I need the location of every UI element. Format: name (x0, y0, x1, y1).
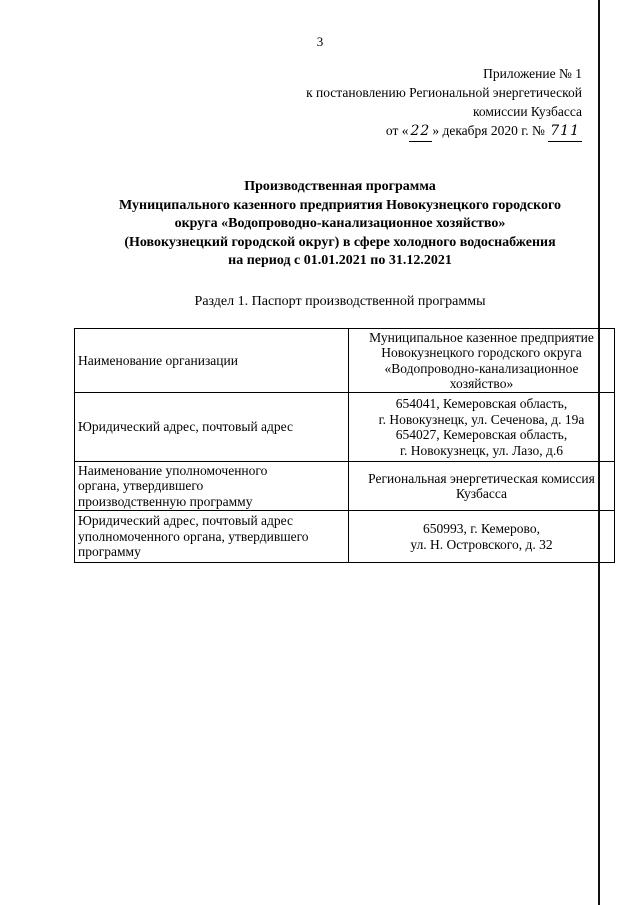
cell-text: Новокузнецкого городского округа (381, 345, 582, 360)
appendix-date-line (252, 121, 582, 142)
resolution-number-handwritten: 711 (548, 122, 582, 142)
row-label-cell (75, 511, 349, 563)
row-value-cell (349, 393, 615, 462)
row-label-cell (75, 462, 349, 511)
row-value-cell (349, 329, 615, 393)
cell-text: Кузбасса (455, 486, 508, 501)
cell-text: 650993, г. Кемерово, (423, 521, 540, 536)
appendix-resolution-line: к постановлению Региональной энергетической (306, 85, 582, 100)
cell-text: производственную программу (78, 493, 253, 509)
appendix-number: Приложение № 1 (483, 66, 582, 81)
cell-text: г. Новокузнецк, ул. Сеченова, д. 19а (378, 411, 585, 427)
cell-text: Наименование уполномоченного (78, 462, 268, 478)
appendix-commission-line: комиссии Кузбасса (472, 104, 582, 119)
cell-text: Наименование организации (78, 352, 238, 368)
table-row (75, 511, 615, 563)
cell-text: Муниципальное казенное предприятие (369, 329, 594, 345)
row-label-cell (75, 329, 349, 393)
cell-text: программу (78, 544, 141, 560)
row-label-cell (75, 393, 349, 462)
cell-text: г. Новокузнецк, ул. Лазо, д.6 (399, 442, 564, 458)
cell-text: 654041, Кемеровская область, (395, 396, 568, 411)
date-prefix: от « (385, 123, 409, 138)
section-heading: Раздел 1. Паспорт производственной программы (194, 294, 486, 309)
date-middle: » декабря 2020 г. № (432, 123, 545, 138)
title-line: Производственная программа (244, 179, 436, 194)
program-title (0, 178, 640, 271)
cell-text: Региональная энергетическая комиссия (368, 470, 595, 486)
table-row (75, 462, 615, 511)
row-value-cell (349, 462, 615, 511)
page-number: 3 (316, 34, 324, 49)
cell-text: 654027, Кемеровская область, (395, 427, 568, 442)
title-line: округа «Водопроводно-канализационное хозяйство» (174, 216, 506, 231)
title-line: Муниципального казенного предприятия Новокузнецкого городского (119, 197, 561, 213)
cell-text: хозяйство» (449, 376, 514, 391)
cell-text: Юридический адрес, почтовый адрес (78, 419, 293, 435)
row-value-cell (349, 511, 615, 563)
title-line: на период с 01.01.2021 по 31.12.2021 (228, 253, 452, 268)
table-row (75, 393, 615, 462)
table-row (75, 329, 615, 393)
cell-text: органа, утвердившего (78, 478, 204, 494)
cell-text: «Водопроводно-канализационное (384, 360, 579, 376)
cell-text: Юридический адрес, почтовый адрес (78, 513, 293, 529)
cell-text: ул. Н. Островского, д. 32 (410, 536, 553, 552)
passport-table (74, 328, 615, 563)
appendix-block (252, 64, 582, 142)
cell-text: уполномоченного органа, утвердившего (78, 528, 309, 544)
title-line: (Новокузнецкий городской округ) в сфере холодного водоснабжения (124, 234, 556, 250)
date-day-handwritten: 22 (409, 122, 433, 142)
